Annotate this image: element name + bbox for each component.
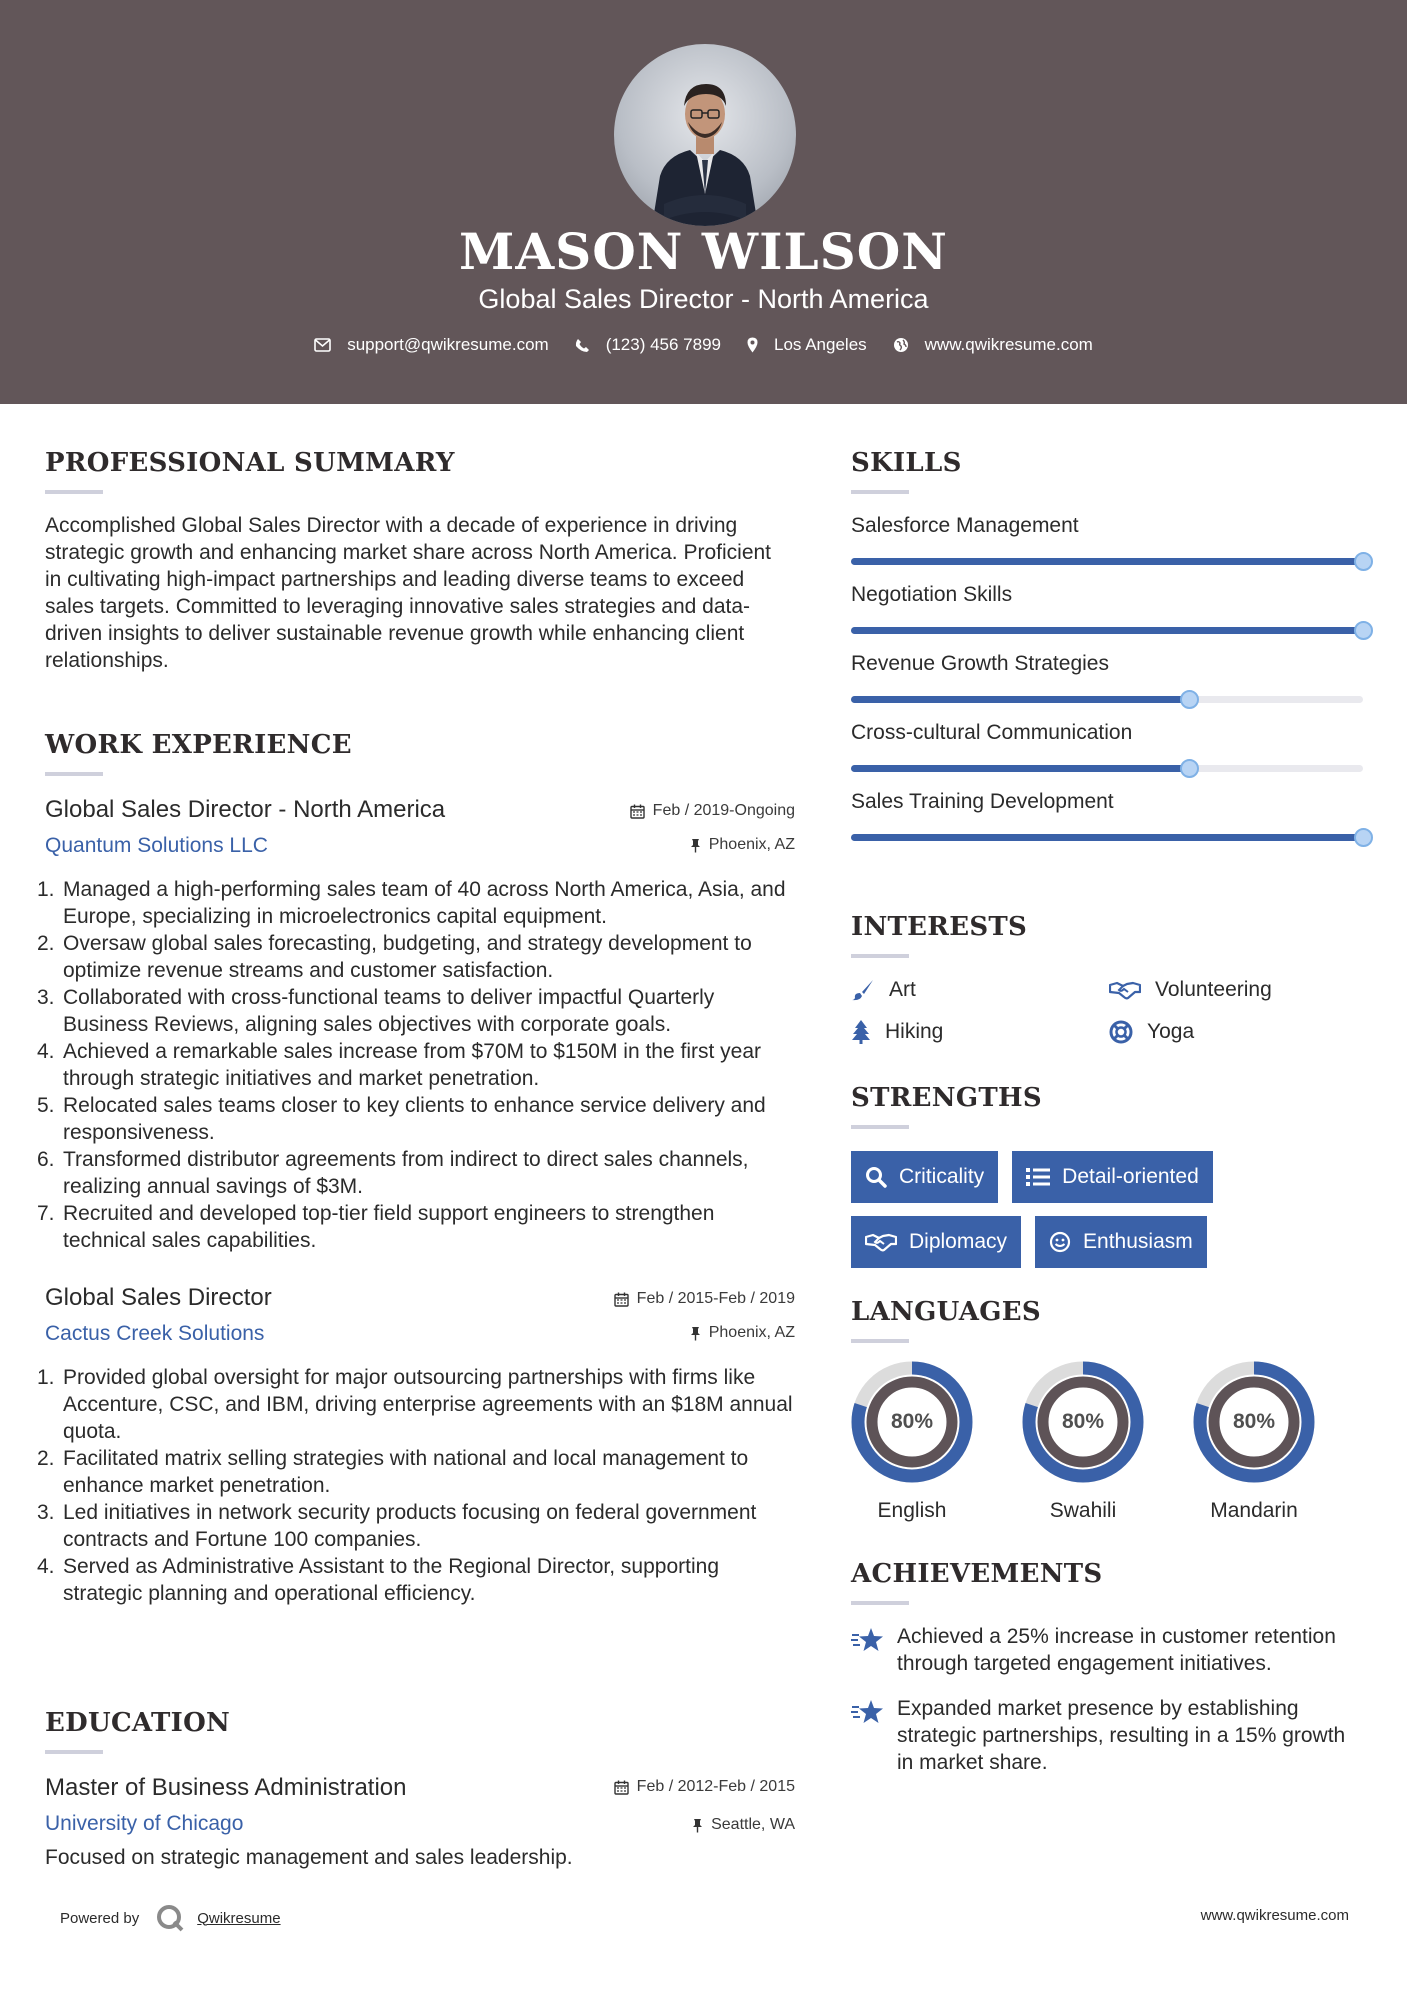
powered-by-text: Powered by bbox=[60, 1909, 140, 1927]
achievement-item bbox=[851, 1695, 1371, 1776]
pushpin-icon bbox=[690, 1326, 701, 1341]
education-heading: EDUCATION bbox=[45, 1708, 231, 1738]
contact-location bbox=[747, 335, 867, 355]
footer-website[interactable]: www.qwikresume.com bbox=[1200, 1907, 1349, 1924]
education-section bbox=[45, 1708, 795, 1871]
skill-bar bbox=[851, 834, 1363, 841]
language-donut bbox=[1193, 1361, 1315, 1483]
list-item: 7. Recruited and developed top-tier field support engineers to strengthen technical sales capabilities. bbox=[37, 1202, 715, 1252]
skill-bar-knob bbox=[1354, 828, 1373, 847]
language-name: Swahili bbox=[1049, 1499, 1117, 1522]
job-location-text: Phoenix, AZ bbox=[708, 1324, 795, 1341]
skill-label: Revenue Growth Strategies bbox=[851, 652, 1109, 675]
skill-bar-knob bbox=[1354, 621, 1373, 640]
job-dates-text: Feb / 2019-Ongoing bbox=[652, 802, 795, 819]
education-dates bbox=[614, 1778, 795, 1796]
language-name: Mandarin bbox=[1210, 1499, 1298, 1522]
achievements-section bbox=[851, 1559, 1371, 1776]
section-divider bbox=[851, 490, 909, 494]
skill-bar-fill bbox=[851, 627, 1363, 634]
section-divider bbox=[851, 1125, 909, 1129]
strength-tag bbox=[1035, 1216, 1207, 1268]
section-divider bbox=[851, 1601, 909, 1605]
summary-text: Accomplished Global Sales Director with a decade of experience in driving strategic growth and enhancing market share across North America. Proficient in cultivating high-impact partnerships and leading diverse teams to exceed sales targets. Committed to leveraging innovative sales strategies and data-driven insights to deliver sustainable revenue growth while enhancing client relationships. bbox=[45, 514, 772, 672]
contact-phone[interactable] bbox=[575, 335, 721, 355]
education-location-text: Seattle, WA bbox=[711, 1816, 795, 1833]
language-percent: 80% bbox=[1232, 1410, 1276, 1433]
strength-tag bbox=[851, 1216, 1021, 1268]
phone-icon bbox=[575, 338, 590, 353]
job-bullets bbox=[37, 1364, 795, 1607]
summary-heading: PROFESSIONAL SUMMARY bbox=[45, 448, 455, 478]
handshake-icon bbox=[865, 1232, 897, 1252]
map-pin-icon bbox=[747, 337, 758, 353]
section-divider bbox=[851, 954, 909, 958]
qwikresume-link[interactable]: Qwikresume bbox=[197, 1909, 281, 1927]
skill-item bbox=[851, 514, 1371, 565]
footer bbox=[0, 1895, 1407, 1935]
education-dates-text: Feb / 2012-Feb / 2015 bbox=[636, 1778, 795, 1795]
interest-label: Hiking bbox=[885, 1020, 944, 1043]
list-item: 2. Oversaw global sales forecasting, budgeting, and strategy development to optimize revenue streams and customer satisfaction. bbox=[37, 932, 752, 982]
list-item: 4. Achieved a remarkable sales increase from $70M to $150M in the first year through strategic initiatives and market penetration. bbox=[37, 1040, 761, 1090]
contact-location-text: Los Angeles bbox=[774, 335, 867, 354]
achievement-text: Expanded market presence by establishing strategic partnerships, resulting in a 15% growth in market share. bbox=[897, 1697, 1346, 1774]
contact-phone-text: (123) 456 7899 bbox=[605, 335, 722, 354]
candidate-title: Global Sales Director - North America bbox=[478, 284, 929, 314]
skill-label: Negotiation Skills bbox=[851, 583, 1013, 606]
skill-bar-fill bbox=[851, 558, 1363, 565]
skill-bar bbox=[851, 765, 1363, 772]
list-item: 3. Collaborated with cross-functional teams to deliver impactful Quarterly Business Reviews, aligning sales objectives with corporate goals. bbox=[37, 986, 715, 1036]
pushpin-icon bbox=[690, 838, 701, 853]
strength-label: Detail-oriented bbox=[1062, 1165, 1199, 1188]
achievement-item bbox=[851, 1623, 1371, 1677]
education-note: Focused on strategic management and sales leadership. bbox=[45, 1846, 573, 1869]
language-percent: 80% bbox=[890, 1410, 934, 1433]
languages-section bbox=[851, 1297, 1371, 1523]
education-entry bbox=[45, 1774, 795, 1871]
skill-item bbox=[851, 652, 1371, 703]
interest-item bbox=[1109, 978, 1367, 1002]
pushpin-icon bbox=[692, 1818, 703, 1833]
language-percent: 80% bbox=[1061, 1410, 1105, 1433]
contact-email[interactable] bbox=[314, 335, 549, 355]
strength-tag bbox=[1012, 1151, 1213, 1203]
lifebuoy-icon bbox=[1109, 1020, 1133, 1044]
qwikresume-logo-icon bbox=[155, 1903, 185, 1933]
calendar-icon bbox=[630, 804, 645, 819]
skill-bar bbox=[851, 627, 1363, 634]
strength-label: Enthusiasm bbox=[1083, 1230, 1193, 1253]
list-item: 2. Facilitated matrix selling strategies with national and local management to enhance market penetration. bbox=[37, 1447, 749, 1497]
contact-website[interactable] bbox=[893, 335, 1093, 355]
interests-heading: INTERESTS bbox=[851, 912, 1028, 942]
list-item: 3. Led initiatives in network security products focusing on federal government contracts and Fortune 100 companies. bbox=[37, 1501, 757, 1551]
degree-title: Master of Business Administration bbox=[45, 1774, 407, 1801]
interest-label: Volunteering bbox=[1155, 978, 1272, 1001]
job-title: Global Sales Director - North America bbox=[45, 796, 446, 823]
job-entry bbox=[37, 1284, 795, 1607]
list-item: 1. Managed a high-performing sales team of 40 across North America, Asia, and Europe, specializing in microelectronics capital equipment. bbox=[37, 878, 786, 928]
smile-icon bbox=[1049, 1231, 1071, 1253]
job-dates bbox=[614, 1290, 795, 1308]
job-title: Global Sales Director bbox=[45, 1284, 272, 1311]
job-entry bbox=[37, 796, 795, 1254]
summary-section bbox=[45, 448, 795, 674]
handshake-icon bbox=[1109, 980, 1141, 1000]
envelope-icon bbox=[314, 338, 331, 352]
achievement-text: Achieved a 25% increase in customer retention through targeted engagement initiatives. bbox=[897, 1625, 1336, 1675]
skills-heading: SKILLS bbox=[851, 448, 962, 478]
interests-list bbox=[851, 978, 1371, 1044]
paintbrush-icon bbox=[851, 979, 875, 1001]
section-divider bbox=[45, 490, 103, 494]
language-donut bbox=[1022, 1361, 1144, 1483]
skills-section bbox=[851, 448, 1371, 841]
globe-icon bbox=[893, 337, 909, 353]
search-icon bbox=[865, 1166, 887, 1188]
skills-list bbox=[851, 514, 1371, 841]
profile-photo bbox=[614, 44, 796, 226]
skill-bar-fill bbox=[851, 765, 1189, 772]
skill-bar bbox=[851, 558, 1363, 565]
job-dates-text: Feb / 2015-Feb / 2019 bbox=[636, 1290, 795, 1307]
job-dates bbox=[630, 802, 795, 820]
list-item: 1. Provided global oversight for major outsourcing partnerships with firms like Accenture, CSC, and IBM, driving enterprise agreements with an $18M annual quota. bbox=[37, 1366, 793, 1443]
strengths-heading: STRENGTHS bbox=[851, 1083, 1042, 1113]
interests-section bbox=[851, 912, 1371, 1044]
skill-item bbox=[851, 790, 1371, 841]
experience-section bbox=[37, 730, 795, 1607]
skill-bar-fill bbox=[851, 834, 1363, 841]
section-divider bbox=[851, 1339, 909, 1343]
contact-website-text: www.qwikresume.com bbox=[924, 335, 1093, 354]
section-divider bbox=[45, 1750, 103, 1754]
calendar-icon bbox=[614, 1292, 629, 1307]
job-company[interactable]: Cactus Creek Solutions bbox=[45, 1322, 265, 1345]
languages-list bbox=[851, 1361, 1371, 1523]
contact-bar bbox=[0, 335, 1407, 355]
school-name[interactable]: University of Chicago bbox=[45, 1812, 244, 1835]
strength-tag bbox=[851, 1151, 998, 1203]
interest-item bbox=[1109, 1020, 1367, 1044]
calendar-icon bbox=[614, 1780, 629, 1795]
achievements-heading: ACHIEVEMENTS bbox=[851, 1559, 1103, 1589]
job-location bbox=[690, 1324, 795, 1342]
tree-icon bbox=[851, 1020, 871, 1044]
skill-bar bbox=[851, 696, 1363, 703]
star-medal-icon bbox=[851, 1627, 885, 1653]
interest-label: Yoga bbox=[1147, 1020, 1195, 1043]
job-company[interactable]: Quantum Solutions LLC bbox=[45, 834, 268, 857]
star-medal-icon bbox=[851, 1699, 885, 1725]
strengths-section bbox=[851, 1083, 1371, 1281]
skill-bar-knob bbox=[1180, 759, 1199, 778]
list-item: 5. Relocated sales teams closer to key clients to enhance service delivery and responsiveness. bbox=[37, 1094, 766, 1144]
interest-item bbox=[851, 978, 1109, 1002]
header-banner bbox=[0, 0, 1407, 404]
experience-heading: WORK EXPERIENCE bbox=[45, 730, 352, 760]
job-location-text: Phoenix, AZ bbox=[708, 836, 795, 853]
list-item: 6. Transformed distributor agreements from indirect to direct sales channels, realizing annual savings of $3M. bbox=[37, 1148, 749, 1198]
language-item bbox=[851, 1361, 1022, 1523]
powered-by bbox=[60, 1903, 281, 1933]
languages-heading: LANGUAGES bbox=[851, 1297, 1041, 1327]
section-divider bbox=[45, 772, 103, 776]
skill-label: Cross-cultural Communication bbox=[851, 721, 1133, 744]
strength-label: Criticality bbox=[899, 1165, 985, 1188]
skill-label: Sales Training Development bbox=[851, 790, 1114, 813]
language-item bbox=[1022, 1361, 1193, 1523]
language-item bbox=[1193, 1361, 1364, 1523]
strengths-list bbox=[851, 1151, 1371, 1281]
skill-bar-fill bbox=[851, 696, 1189, 703]
list-icon bbox=[1026, 1167, 1050, 1187]
interest-item bbox=[851, 1020, 1109, 1044]
contact-email-text: support@qwikresume.com bbox=[347, 335, 549, 354]
skill-label: Salesforce Management bbox=[851, 514, 1079, 537]
skill-bar-knob bbox=[1354, 552, 1373, 571]
skill-item bbox=[851, 721, 1371, 772]
skill-item bbox=[851, 583, 1371, 634]
candidate-name: MASON WILSON bbox=[459, 222, 948, 281]
skill-bar-knob bbox=[1180, 690, 1199, 709]
language-donut bbox=[851, 1361, 973, 1483]
language-name: English bbox=[877, 1499, 947, 1522]
job-bullets bbox=[37, 876, 795, 1254]
education-location bbox=[692, 1816, 795, 1834]
strength-label: Diplomacy bbox=[909, 1230, 1008, 1253]
interest-label: Art bbox=[889, 978, 916, 1001]
list-item: 4. Served as Administrative Assistant to the Regional Director, supporting strategic planning and operational efficiency. bbox=[37, 1555, 720, 1605]
job-location bbox=[690, 836, 795, 854]
